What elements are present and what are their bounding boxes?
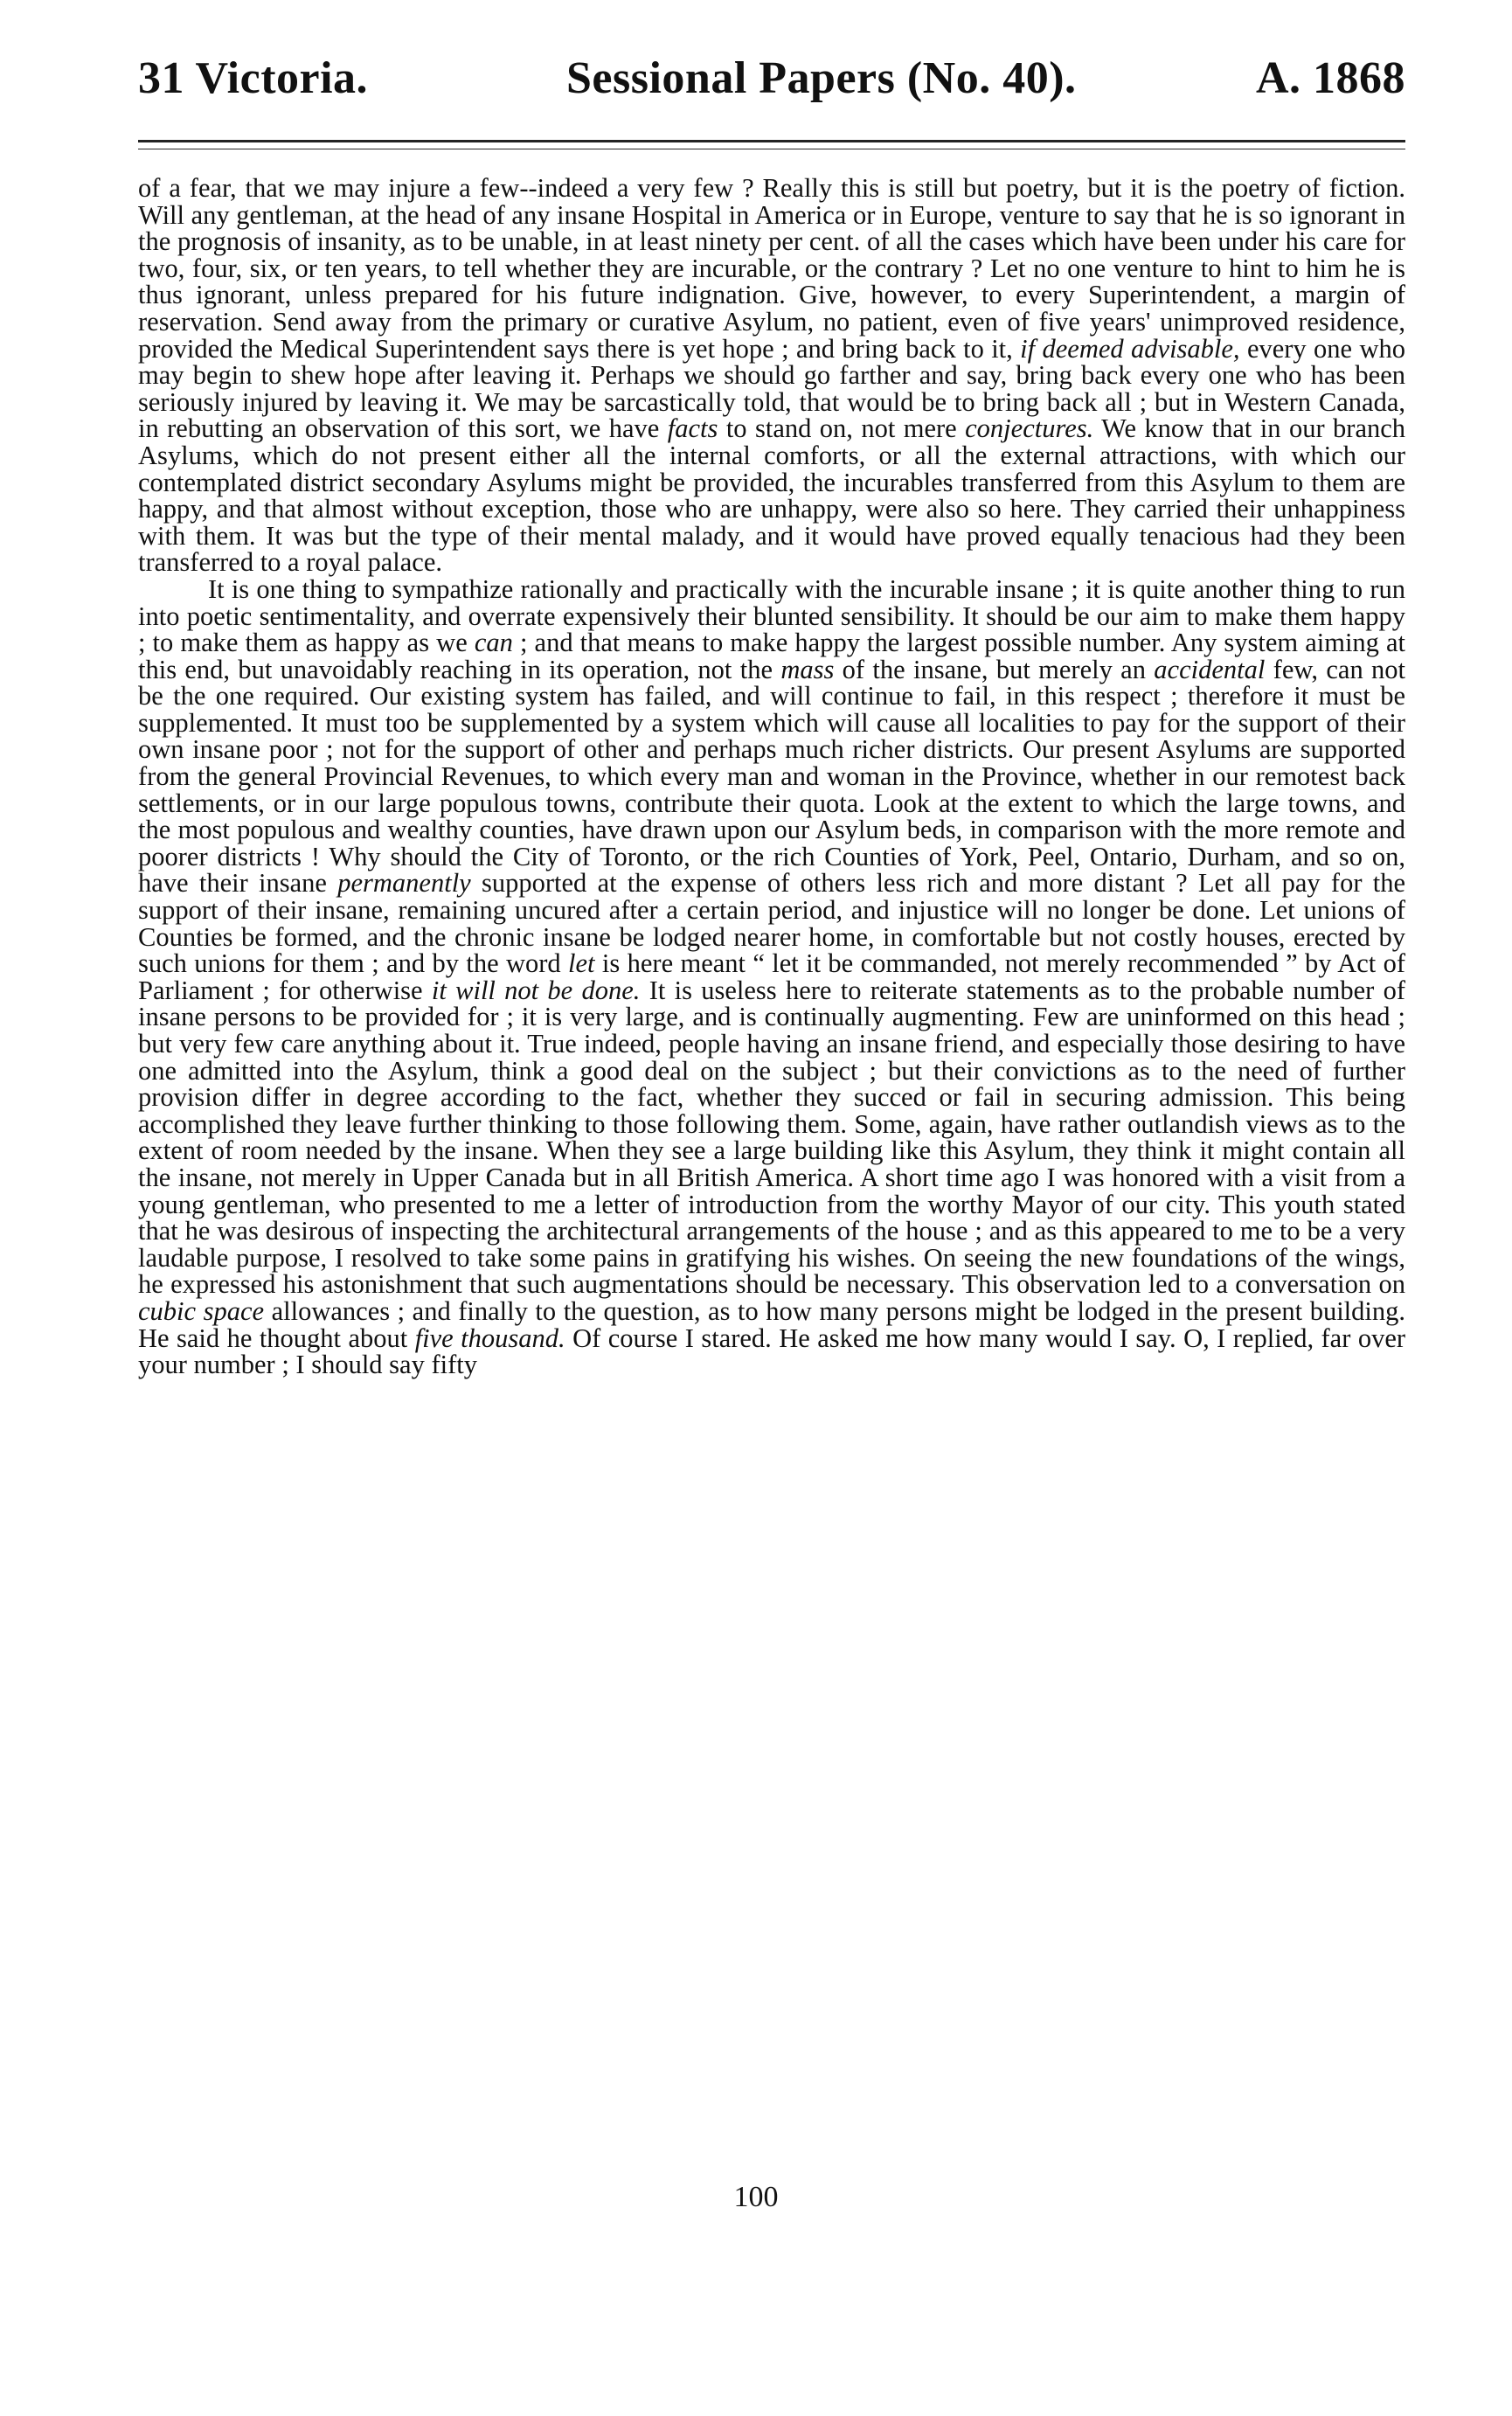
header-center: Sessional Papers (No. 40). — [566, 53, 1077, 103]
paragraph-2: It is one thing to sympathize rationally and practically with the incurable insane ; it is quite another thing to run into poetic sentimentality, and overrate expensively their blunted sensibility. It should be our aim to make them happy ; to make them as happy as we can ; and that means to make happy the largest possible number. Any system aiming at this end, but unavoidably reaching in its operation, not the mass of the insane, but merely an accidental few, can not be the one required. Our existing system has failed, and will continue to fail, in this respect ; therefore it must be supplemented. It must too be supplemented by a system which will cause all localities to pay for the support of their own insane poor ; not for the support of other and perhaps much richer districts. Our present Asylums are supported from the general Provincial Revenues, to which every man and woman in the Province, whether in our remotest back settlements, or in our large populous towns, contribute their quota. Look at the extent to which the large towns, and the most populous and wealthy counties, have drawn upon our Asylum beds, in comparison with the more remote and poorer districts ! Why should the City of Toronto, or the rich Counties of York, Peel, Ontario, Durham, and so on, have their insane permanently supported at the expense of others less rich and more distant ? Let all pay for the support of their insane, remaining uncured after a certain period, and injustice will no longer be done. Let unions of Counties be formed, and the chronic insane be lodged nearer home, in comfortable but not costly houses, erected by such unions for them ; and by the word let is here meant “ let it be commanded, not merely recommended ” by Act of Parliament ; for otherwise it will not be done. It is useless here to reiterate statements as to the probable number of insane persons to be provided for ; it is very large, and is continually augmenting. Few are uninformed on this head ; but very few care anything about it. True indeed, people having an insane friend, and especially those desiring to have one admitted into the Asylum, think a good deal on the subject ; but their convictions as to the need of further provision differ in degree according to the fact, whether they succed or fail in securing admission. This being accomplished they leave further thinking to those following them. Some, again, have rather outlandish views as to the extent of room needed by the insane. When they see a large building like this Asylum, they think it might contain all the insane, not merely in Upper Canada but in all British America. A short time ago I was honored with a visit from a young gentleman, who presented to me a letter of introduction from the worthy Mayor of our city. This youth stated that he was desirous of inspecting the architectural arrangements of the house ; and as this appeared to me to be a very laudable purpose, I resolved to take some pains in gratifying his wishes. On seeing the new foundations of the wings, he expressed his astonishment that such augmentations should be necessary. This observation led to a conversation on cubic space allowances ; and finally to the question, as to how many persons might be lodged in the present building. He said he thought about five thousand. Of course I stared. He asked me how many would I say. O, I replied, far over your number ; I should say fifty — [138, 573, 1406, 1380]
header-left: 31 Victoria. — [138, 53, 369, 103]
page-number: 100 — [733, 2181, 779, 2213]
header-right: A. 1868 — [1255, 53, 1405, 103]
header-rule-thick — [138, 140, 1405, 142]
body-text — [138, 175, 1405, 1378]
paragraph-1: of a fear, that we may injure a few--indeed a very few ? Really this is still but poetry, but it is the poetry of fiction. Will any gentleman, at the head of any insane Hospital in America or in Europe, venture to say that he is so ignorant in the prognosis of insanity, as to be unable, in at least ninety per cent. of all the cases which have been under his care for two, four, six, or ten years, to tell whether they are incurable, or the contrary ? Let no one venture to hint to him he is thus ignorant, unless prepared for his future indignation. Give, however, to every Superintendent, a margin of reservation. Send away from the primary or curative Asylum, no patient, even of five years' unimproved residence, provided the Medical Superintendent says there is yet hope ; and bring back to it, if deemed advisable, every one who may begin to shew hope after leaving it. Perhaps we should go farther and say, bring back every one who has been seriously injured by leaving it. We may be sarcastically told, that would be to bring back all ; but in Western Canada, in rebutting an observation of this sort, we have facts to stand on, not mere conjectures. We know that in our branch Asylums, which do not present either all the internal comforts, or all the external attractions, with which our contemplated district secondary Asylums might be provided, the incurables transferred from this Asylum to them are happy, and that almost without exception, those who are unhappy, were also so here. They carried their unhappiness with them. It was but the type of their mental malady, and it would have proved equally tenacious had they been transferred to a royal palace. — [138, 173, 1406, 578]
running-header — [138, 52, 1405, 114]
